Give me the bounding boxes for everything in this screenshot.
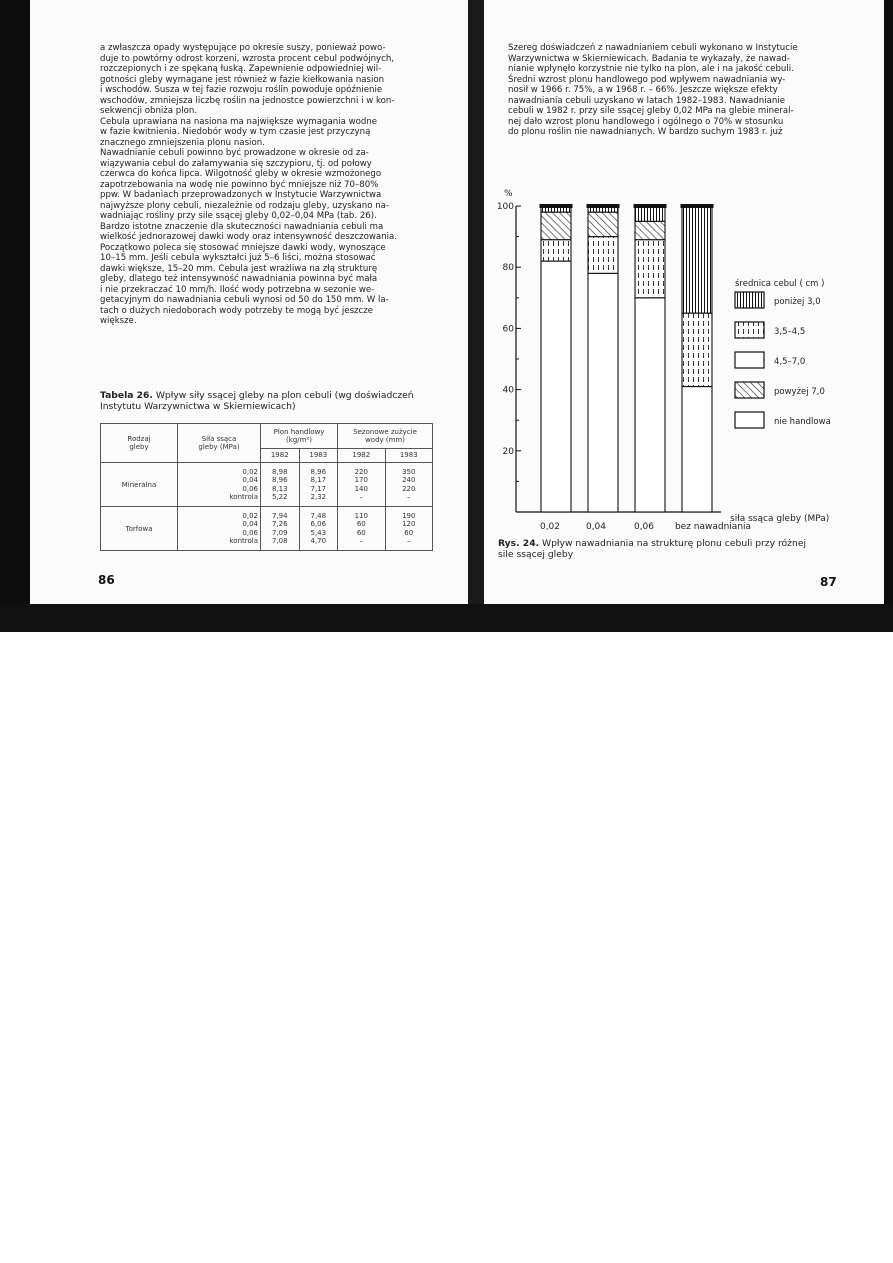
legend-title: średnica cebul ( cm ): [735, 279, 825, 289]
y-tick-label: 60: [502, 324, 514, 335]
figure-caption-text: Wpływ nawadniania na strukturę plonu cebuli przy różnej sile ssącej gleby: [498, 538, 807, 560]
legend-swatch: [735, 292, 764, 308]
legend-label: poniżej 3,0: [774, 297, 821, 307]
th-yield-1982: 1982: [261, 448, 300, 462]
cell-suction: 0,02 0,04 0,06 kontrola: [178, 507, 261, 551]
table-row: [101, 507, 433, 551]
cell-yield-1983: 8,96 8,17 7,17 2,32: [299, 463, 338, 507]
cell-water-1983: 350 240 220 –: [385, 463, 432, 507]
y-tick-label: 80: [502, 263, 514, 274]
cell-soil: Torfowa: [101, 507, 178, 551]
bar-segment: [635, 206, 665, 221]
legend-swatch: [735, 322, 764, 338]
x-tick-label: 0,04: [585, 522, 607, 532]
bar-segment: [541, 212, 571, 240]
right-body-text: Szereg doświadczeń z nawadnianiem cebuli wykonano w Instytucie Warzywnictwa w Skierniewicach. Badania te wykazały, że nawad- nianie wpłynęło korzystnie nie tylko na plon, ale i na jakość cebuli. Średni wzrost plonu handlowego pod wpływem nawadniania wy- nosił w 1966 r. 75%, a w 1968 r. – 66%. Jeszcze większe efekty nawadniania cebuli uzyskano w latach 1982–1983. Nawadnianie cebuli w 1982 r. przy sile ssącej gleby 0,02 MPa na glebie mineral- nej dało wzrost plonu handlowego i ogólnego o 70% w stosunku do plonu roślin nie nawadnianych. W bardzo suchym 1983 r. już: [508, 43, 798, 137]
left-body-text: a zwłaszcza opady występujące po okresie suszy, ponieważ powo- duje to powtórny odrost korzeni, wzrosta procent cebul podwójnych, rozczepionych i ze spękaną łuską. Zapewnienie odpowiedniej wil- gotności gleby wymagane jest również w fazie kiełkowania nasion i wschodów. Susza w tej fazie rozwoju roślin powoduje opóźnienie wschodów, zmniejsza liczbę roślin na jednostce powierzchni i w kon- sekwencji obniża plon. Cebula uprawiana na nasiona ma największe wymagania wodne w fazie kwitnienia. Niedobór wody w tym czasie jest przyczyną znacznego zmniejszenia plonu nasion. Nawadnianie cebuli powinno być prowadzone w okresie od za- wiązywania cebul do załamywania się szczypioru, tj. od połowy czerwca do końca lipca. Wilgotność gleby w okresie wzmożonego zapotrzebowania na wodę nie powinno być mniejsze niż 70–80% ppw. W badaniach przeprowadzonych w Instytucie Warzywnictwa najwyższe plony cebuli, niezależnie od rodzaju gleby, uzyskano na- wadniając rośliny przy sile ssącej gleby 0,02–0,04 MPa (tab. 26). Bardzo istotne znaczenie dla skuteczności nawadniania cebuli ma wielkość jednorazowej dawki wody oraz intensywność deszczowania. Początkowo poleca się stosować mniejsze dawki wody, wynoszące 10–15 mm. Jeśli cebula wykształci już 5–6 liści, można stosować dawki większe, 15–20 mm. Cebula jest wrażliwa na złą strukturę gleby, dlatego też intensywność nawadniania powinna być mała i nie przekraczać 10 mm/h. Ilość wody potrzebna w sezonie we- getacyjnym do nawadniania cebuli wynosi od 50 do 150 mm. W la- tach o dużych niedoborach wody potrzeby te mogą być jeszcze większe.: [100, 43, 398, 326]
bar-segment: [541, 240, 571, 261]
table-caption-label: Tabela 26.: [100, 390, 153, 401]
scan-bottom-edge: [0, 604, 893, 632]
x-tick-label: bez nawadniania: [674, 522, 752, 532]
page-number-right: 87: [820, 575, 837, 589]
page-number-left: 86: [98, 573, 115, 587]
book-gutter: [468, 0, 484, 604]
cell-water-1983: 190 120 60 –: [385, 507, 432, 551]
y-tick-label: 100: [496, 202, 514, 212]
table-caption-text: Wpływ siły ssącej gleby na plon cebuli (wg doświadczeń Instytutu Warzywnictwa w Skierniewicach): [100, 390, 414, 412]
bar-segment: [588, 237, 618, 274]
figure-caption-label: Rys. 24.: [498, 538, 540, 549]
th-yield: Plon handlowy (kg/m²): [261, 424, 338, 449]
bar-segment: [682, 313, 712, 386]
table-caption: [100, 390, 440, 412]
bar-cap: [634, 204, 667, 208]
x-axis-label: siła ssąca gleby (MPa): [730, 514, 830, 524]
th-water-1982: 1982: [338, 448, 385, 462]
legend-label: 4,5–7,0: [774, 357, 806, 367]
x-tick-label: 0,06: [633, 522, 655, 532]
cell-water-1982: 110 60 60 –: [338, 507, 385, 551]
th-soil: Rodzaj gleby: [101, 424, 178, 463]
bar-cap: [681, 204, 714, 208]
bar-segment: [588, 212, 618, 236]
bar-segment: [635, 221, 665, 239]
y-tick-label: 20: [502, 446, 514, 457]
bar-cap: [540, 204, 573, 208]
cell-suction: 0,02 0,04 0,06 kontrola: [178, 463, 261, 507]
legend-label: nie handlowa: [774, 417, 831, 427]
th-suction: Siła ssąca gleby (MPa): [178, 424, 261, 463]
y-unit-label: %: [504, 189, 513, 199]
cell-soil: Mineralna: [101, 463, 178, 507]
table-row: [101, 463, 433, 507]
figure-caption: [498, 538, 843, 560]
bar-segment: [635, 240, 665, 298]
bar-segment: [682, 387, 712, 512]
legend-label: powyżej 7,0: [774, 387, 825, 397]
th-water: Sezonowe zużycie wody (mm): [338, 424, 433, 449]
th-yield-1983: 1983: [299, 448, 338, 462]
y-tick-label: 40: [502, 385, 514, 396]
legend-label: 3,5–4,5: [774, 327, 806, 337]
bar-segment: [588, 273, 618, 512]
legend-swatch: [735, 352, 764, 368]
th-water-1983: 1983: [385, 448, 432, 462]
bar-segment: [682, 206, 712, 313]
bar-cap: [587, 204, 620, 208]
cell-yield-1982: 8,98 8,96 8,13 5,22: [261, 463, 300, 507]
figure-24-chart: [496, 185, 846, 535]
bar-segment: [541, 261, 571, 512]
bar-segment: [635, 298, 665, 512]
cell-water-1982: 220 170 140 –: [338, 463, 385, 507]
cell-yield-1983: 7,48 6,06 5,43 4,70: [299, 507, 338, 551]
cell-yield-1982: 7,94 7,26 7,09 7,08: [261, 507, 300, 551]
x-tick-label: 0,02: [539, 522, 561, 532]
legend-swatch: [735, 412, 764, 428]
legend-swatch: [735, 382, 764, 398]
yield-table: [100, 423, 433, 551]
